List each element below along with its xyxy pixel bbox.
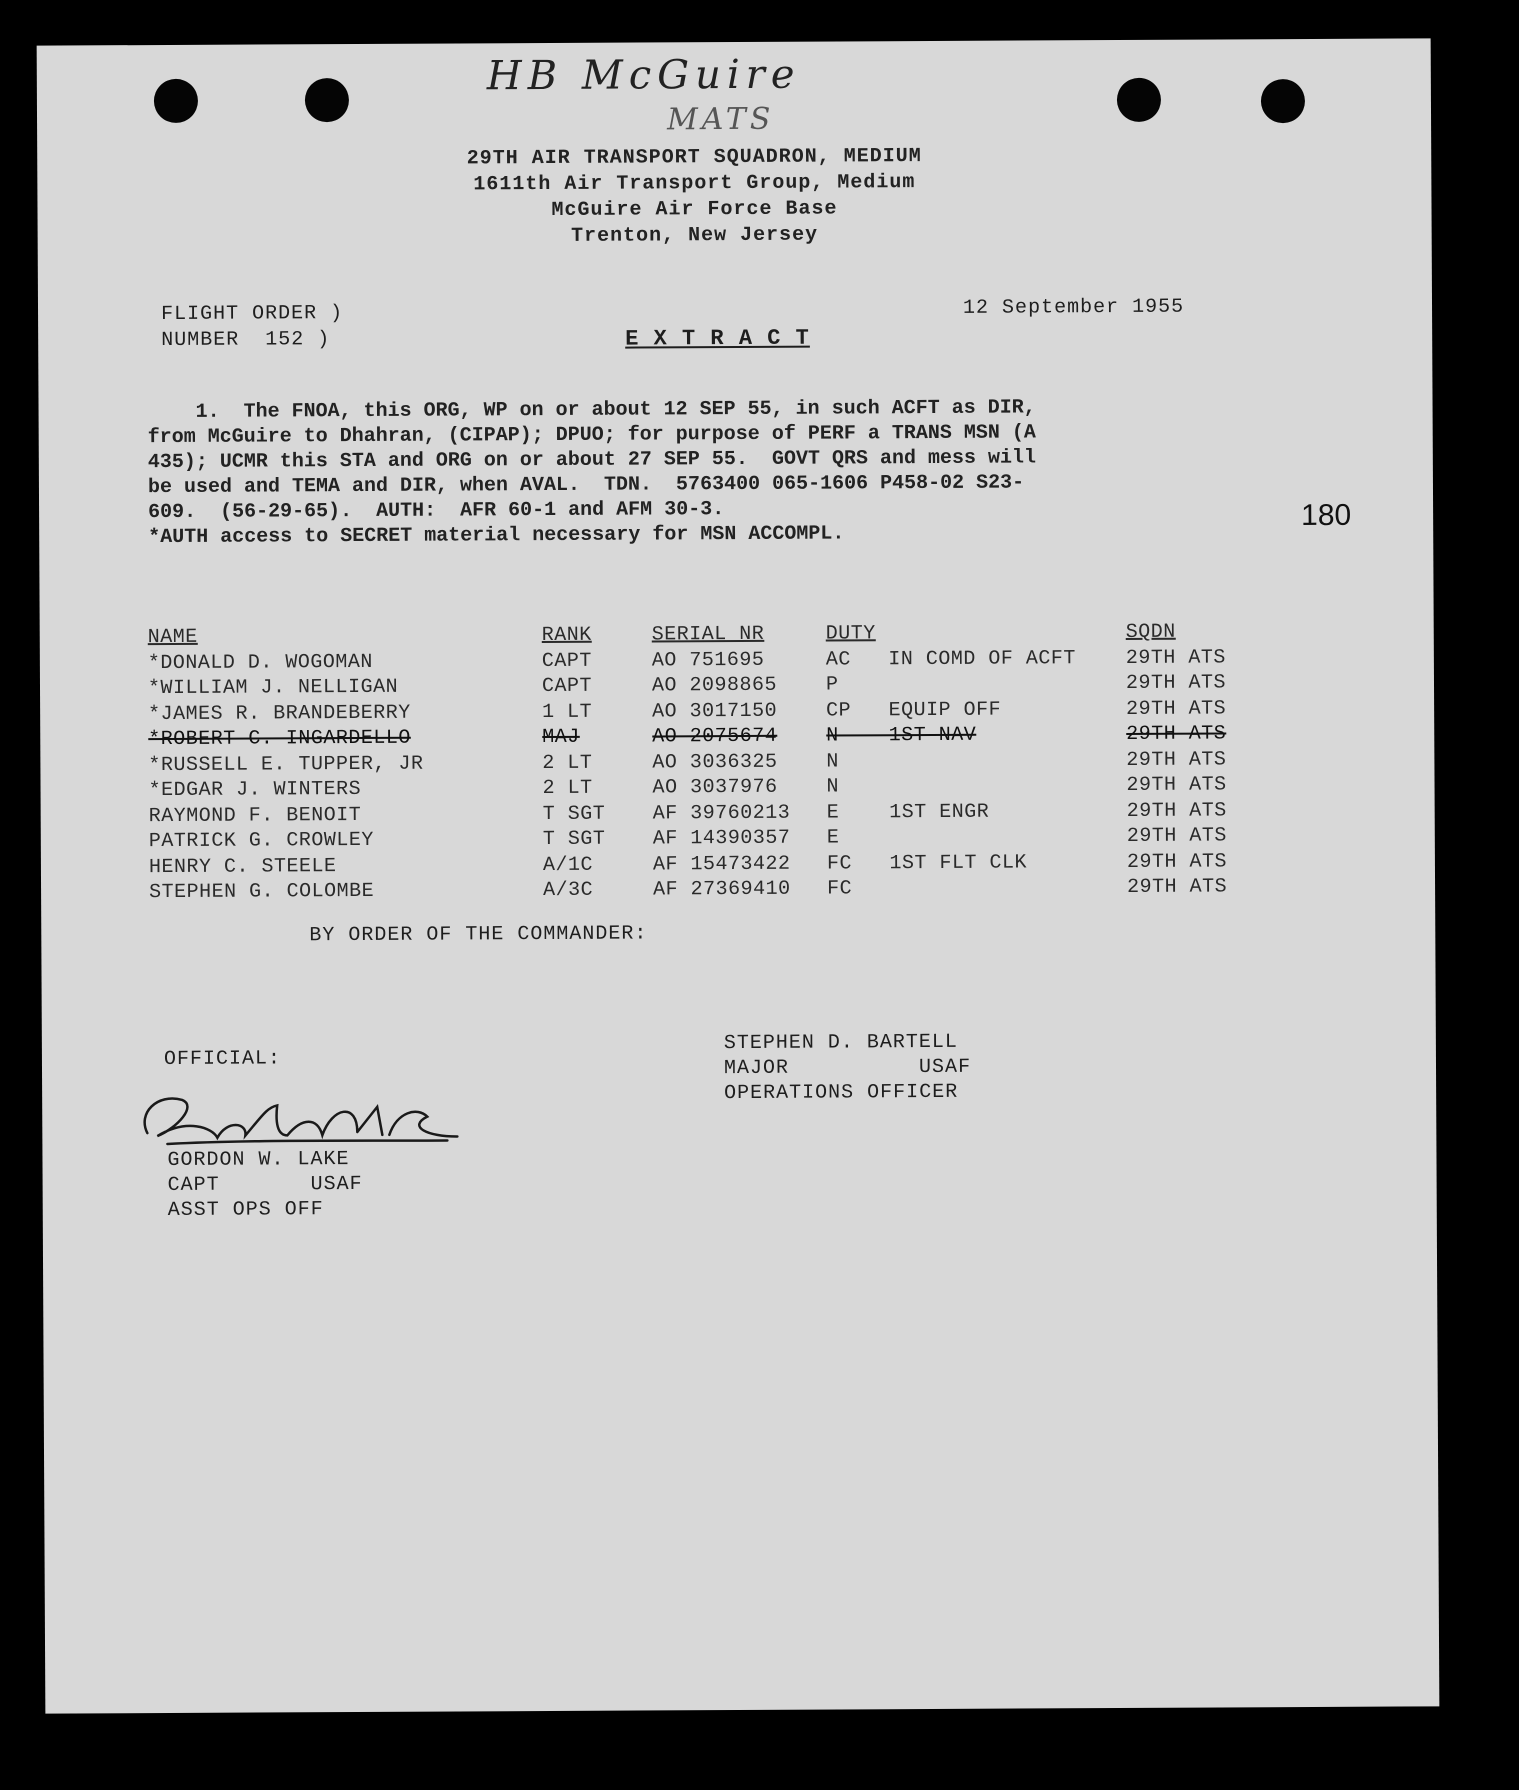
letterhead-line: McGuire Air Force Base bbox=[551, 197, 838, 222]
handwritten-annotation: HB McGuire bbox=[486, 51, 801, 100]
cell-name: *WILLIAM J. NELLIGAN bbox=[147, 676, 399, 701]
column-header-rank: RANK bbox=[541, 624, 592, 648]
cell-sqdn: 29TH ATS bbox=[1125, 646, 1226, 670]
cell-sqdn: 29TH ATS bbox=[1126, 850, 1228, 874]
cell-sqdn: 29TH ATS bbox=[1125, 671, 1227, 696]
punch-hole bbox=[1117, 78, 1161, 122]
by-order-line: BY ORDER OF THE COMMANDER: bbox=[309, 922, 648, 948]
table-row bbox=[149, 874, 1247, 905]
order-number: NUMBER 152 ) bbox=[161, 328, 331, 353]
column-header-name: NAME bbox=[147, 626, 198, 650]
paragraph-line: *AUTH access to SECRET material necessary for MSN ACCOMPL. bbox=[148, 522, 845, 550]
official-title: ASST OPS OFF bbox=[167, 1198, 324, 1222]
column-header-sqdn: SQDN bbox=[1125, 620, 1176, 645]
paragraph-line: 609. (56-29-65). AUTH: AFR 60-1 and AFM 30-3. bbox=[148, 498, 725, 525]
cell-duty: E 1ST ENGR bbox=[826, 800, 990, 825]
cell-serial: AO 3017150 bbox=[652, 699, 778, 724]
page-number: 180 bbox=[1301, 498, 1352, 533]
official-name: GORDON W. LAKE bbox=[167, 1148, 350, 1172]
cell-sqdn: 29TH ATS bbox=[1126, 748, 1227, 772]
handwritten-annotation-sub: MATS bbox=[666, 101, 775, 138]
cell-name: HENRY C. STEELE bbox=[148, 854, 337, 879]
cell-rank: T SGT bbox=[542, 802, 606, 826]
cell-name: RAYMOND F. BENOIT bbox=[148, 803, 362, 828]
cell-name: *DONALD D. WOGOMAN bbox=[147, 650, 373, 675]
commander-rank: MAJOR USAF bbox=[723, 1055, 972, 1081]
column-header-duty: DUTY bbox=[825, 622, 876, 646]
cell-rank: T SGT bbox=[542, 827, 606, 852]
cell-serial: AF 27369410 bbox=[653, 877, 791, 902]
roster-body bbox=[148, 645, 1247, 906]
cell-rank: A/3C bbox=[543, 879, 594, 903]
cell-serial: AO 2075674 bbox=[652, 725, 778, 749]
cell-serial: AO 3037976 bbox=[652, 776, 778, 800]
cell-duty: N 1ST NAV bbox=[826, 724, 977, 748]
official-label: OFFICIAL: bbox=[163, 1047, 282, 1072]
cell-sqdn: 29TH ATS bbox=[1126, 697, 1227, 721]
cell-name: STEPHEN G. COLOMBE bbox=[149, 880, 375, 905]
cell-name: PATRICK G. CROWLEY bbox=[148, 829, 374, 854]
cell-serial: AO 751695 bbox=[651, 648, 765, 673]
cell-rank: CAPT bbox=[541, 675, 593, 699]
cell-duty: P bbox=[825, 673, 839, 697]
document-page bbox=[37, 38, 1440, 1713]
paragraph-line: 435); UCMR this STA and ORG on or about 27 SEP 55. GOVT QRS and mess will bbox=[147, 446, 1037, 475]
cell-rank: 1 LT bbox=[542, 700, 593, 724]
cell-name: *RUSSELL E. TUPPER, JR bbox=[148, 752, 424, 777]
cell-serial: AF 14390357 bbox=[652, 826, 791, 851]
cell-rank: CAPT bbox=[541, 649, 592, 673]
letterhead-line: Trenton, New Jersey bbox=[571, 223, 819, 248]
cell-name: *ROBERT C. INGARDELLO bbox=[148, 726, 411, 752]
paragraph-line: be used and TEMA and DIR, when AVAL. TDN. 5763400 065-1606 P458-02 S23- bbox=[147, 471, 1025, 500]
commander-name: STEPHEN D. BARTELL bbox=[723, 1030, 958, 1056]
cell-sqdn: 29TH ATS bbox=[1127, 875, 1228, 900]
official-rank: CAPT USAF bbox=[167, 1172, 363, 1197]
crew-roster-table bbox=[148, 619, 1247, 905]
document-title: E X T R A C T bbox=[625, 325, 810, 352]
cell-sqdn: 29TH ATS bbox=[1126, 799, 1227, 823]
cell-duty: AC IN COMD OF ACFT bbox=[825, 646, 1076, 672]
cell-rank: MAJ bbox=[542, 726, 580, 750]
cell-name: *EDGAR J. WINTERS bbox=[148, 778, 362, 803]
letterhead-line: 29TH AIR TRANSPORT SQUADRON, MEDIUM bbox=[466, 145, 922, 171]
commander-title: OPERATIONS OFFICER bbox=[724, 1080, 959, 1106]
order-paragraph bbox=[148, 394, 1219, 550]
cell-sqdn: 29TH ATS bbox=[1126, 722, 1227, 747]
punch-hole bbox=[305, 78, 349, 122]
letterhead-line: 1611th Air Transport Group, Medium bbox=[473, 171, 916, 197]
cell-serial: AO 2098865 bbox=[651, 674, 778, 698]
cell-duty: CP EQUIP OFF bbox=[826, 698, 1002, 723]
cell-duty: N bbox=[826, 775, 840, 799]
cell-serial: AF 39760213 bbox=[652, 801, 791, 826]
paragraph-line: 1. The FNOA, this ORG, WP on or about 12 SEP 55, in such ACFT as DIR, bbox=[147, 396, 1036, 425]
cell-serial: AO 3036325 bbox=[652, 750, 778, 775]
punch-hole bbox=[1261, 79, 1305, 123]
cell-serial: AF 15473422 bbox=[652, 852, 791, 877]
cell-rank: 2 LT bbox=[542, 751, 593, 775]
cell-duty: E bbox=[826, 826, 840, 850]
paragraph-line: from McGuire to Dhahran, (CIPAP); DPUO; for purpose of PERF a TRANS MSN (A bbox=[147, 421, 1036, 450]
cell-rank: A/1C bbox=[542, 853, 594, 877]
cell-duty: FC bbox=[827, 877, 853, 901]
punch-hole bbox=[154, 79, 198, 123]
cell-duty: FC 1ST FLT CLK bbox=[826, 851, 1028, 876]
cell-duty: N bbox=[826, 750, 839, 774]
cell-sqdn: 29TH ATS bbox=[1126, 824, 1227, 849]
cell-rank: 2 LT bbox=[542, 777, 593, 801]
cell-name: *JAMES R. BRANDEBERRY bbox=[148, 701, 411, 726]
handwritten-signature bbox=[127, 1076, 467, 1158]
order-date: 12 September 1955 bbox=[962, 295, 1185, 320]
cell-sqdn: 29TH ATS bbox=[1126, 773, 1227, 798]
order-label: FLIGHT ORDER ) bbox=[160, 302, 344, 327]
column-header-serial: SERIAL NR bbox=[651, 623, 765, 647]
